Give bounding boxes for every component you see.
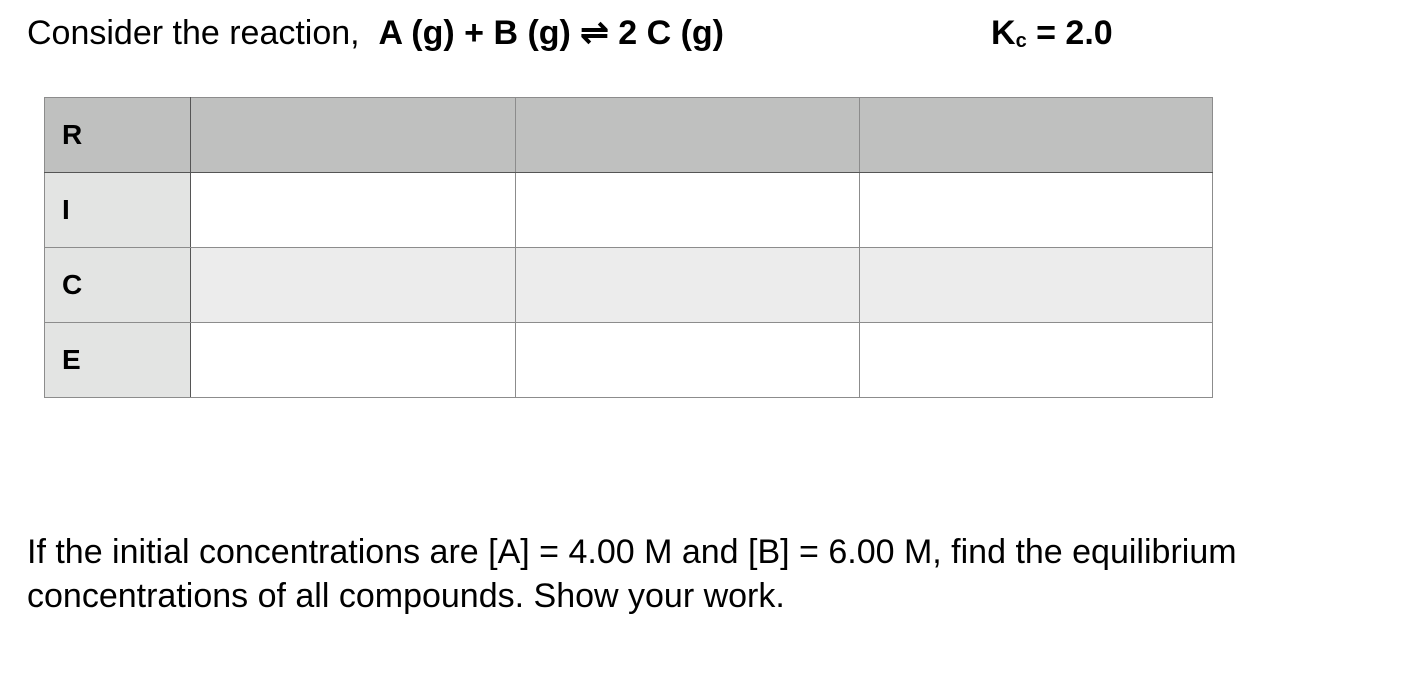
cell-r-3[interactable] [860,98,1213,173]
cell-e-2[interactable] [516,323,860,398]
kc-subscript: c [1015,30,1027,52]
cell-c-2[interactable] [516,248,860,323]
reaction-intro: Consider the reaction, [27,14,360,52]
cell-e-3[interactable] [860,323,1213,398]
row-label-r: R [45,98,191,173]
question-line-2: concentrations of all compounds. Show your work. [27,577,785,615]
kc-symbol: K [991,14,1016,52]
table-row-initial [45,173,1213,248]
reaction-equation: A (g) + B (g) ⇌ 2 C (g) [378,14,725,52]
cell-r-1[interactable] [191,98,516,173]
table-row-reaction [45,98,1213,173]
question-line-1: If the initial concentrations are [A] = 4.00 M and [B] = 6.00 M, find the equilibrium [27,533,1237,571]
cell-i-3[interactable] [860,173,1213,248]
cell-i-1[interactable] [191,173,516,248]
cell-i-2[interactable] [516,173,860,248]
cell-c-3[interactable] [860,248,1213,323]
row-label-c: C [45,248,191,323]
reaction-statement [27,10,724,56]
equilibrium-constant [991,10,1113,56]
row-label-i: I [45,173,191,248]
kc-value: = 2.0 [1026,14,1113,52]
question-text [27,530,1407,618]
cell-c-1[interactable] [191,248,516,323]
table-row-change [45,248,1213,323]
cell-e-1[interactable] [191,323,516,398]
table-row-equilibrium [45,323,1213,398]
ice-table [44,97,1213,398]
row-label-e: E [45,323,191,398]
cell-r-2[interactable] [516,98,860,173]
